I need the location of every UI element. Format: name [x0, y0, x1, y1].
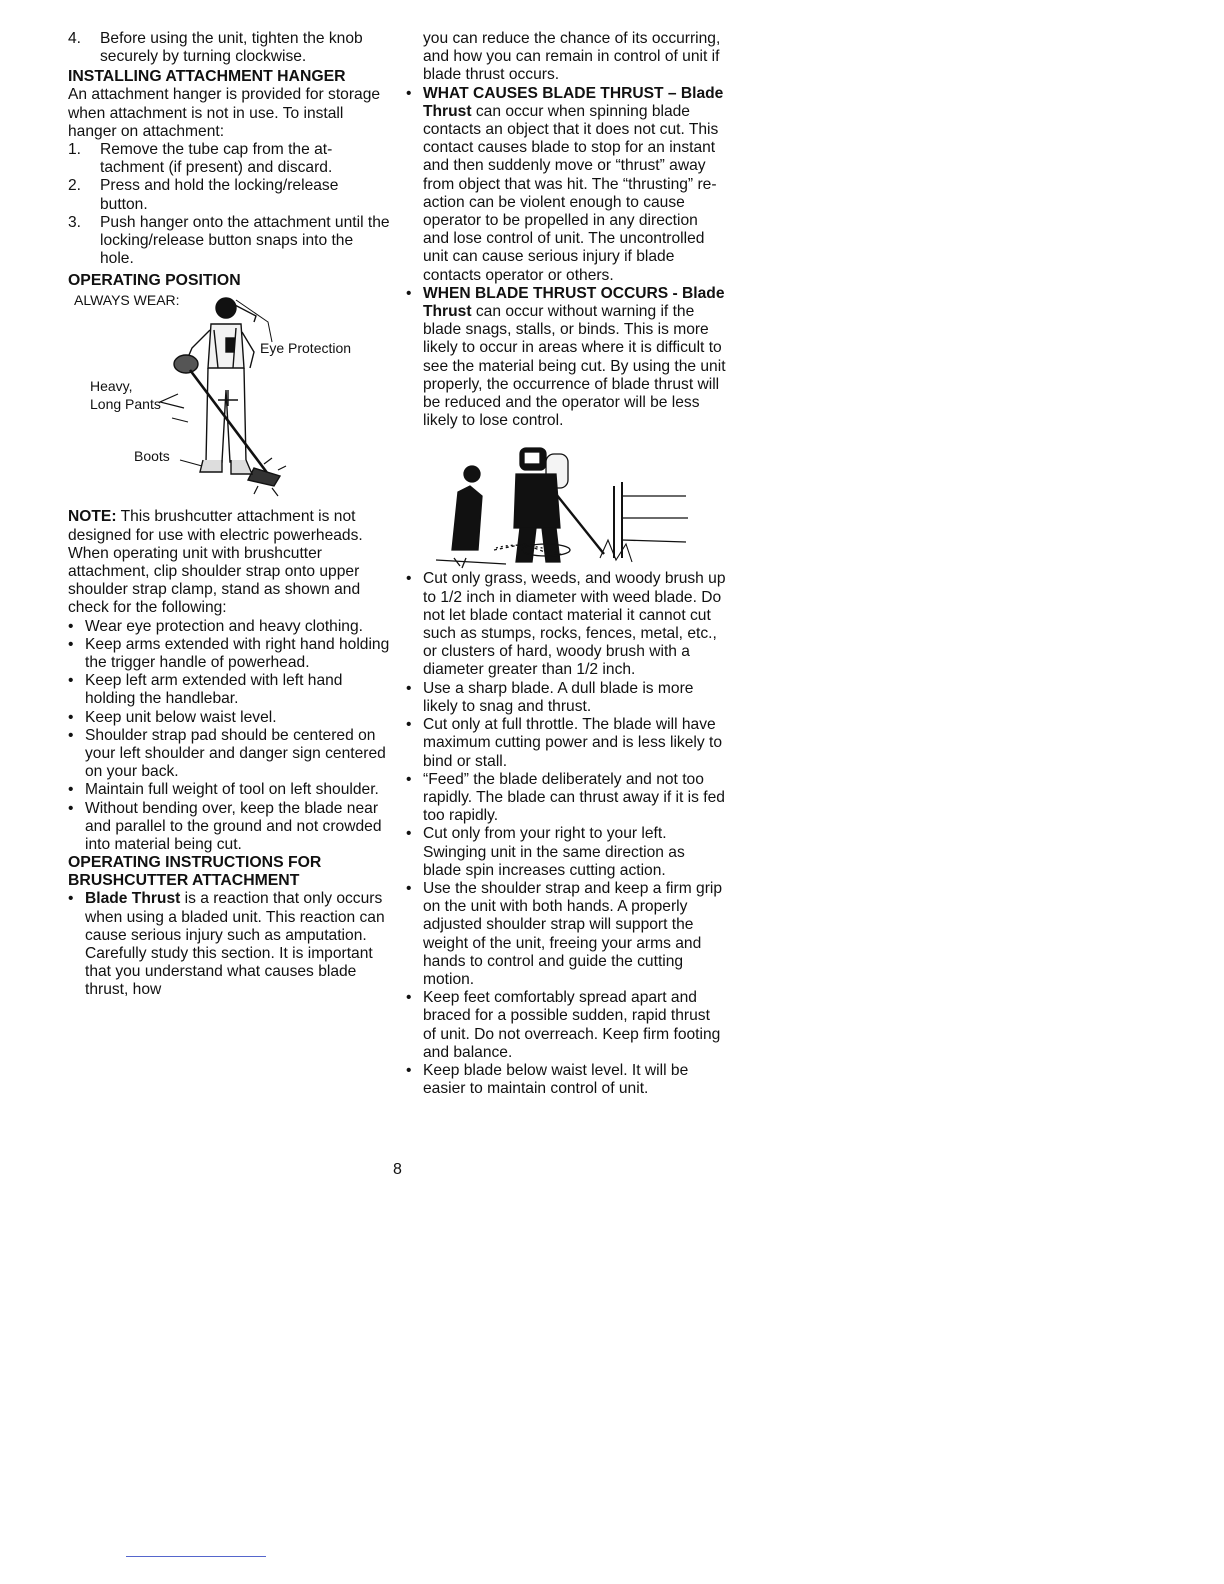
heavy-label: Heavy, — [90, 378, 133, 395]
operating-text: When operating unit with brushcutter attachment, clip shoulder strap onto upper shoulder strap clamp, stand as shown and check for the following: — [68, 544, 361, 617]
boots-label: Boots — [134, 448, 170, 465]
tip-item: • Keep feet comfortably spread apart and braced for a possible sudden, rapid thrust of unit. Do not overreach. Keep firm footing and balance. — [406, 989, 721, 1061]
head-icon — [216, 298, 236, 318]
tip-item: • Cut only from your right to your left. Swinging unit in the same direction as blade spin increases cutting action. — [406, 825, 685, 879]
long-pants-label: Long Pants — [90, 396, 161, 413]
right-column — [396, 30, 726, 1098]
checklist-item: • Keep arms extended with right hand holding the trigger handle of powerhead. — [68, 635, 390, 672]
what-causes-item: • WHAT CAUSES BLADE THRUST – Blade Thrust can occur when spinning blade contacts an object that it does not cut. This contact causes blade to stop for an instant and then suddenly move or “thrust” away from object that was hit. The “thrusting” reaction can be violent enough to cause operator to be propelled in any direction and lose control of unit. The uncontrolled unit can cause serious injury if blade contacts operator or others. — [406, 84, 724, 284]
position-heading: OPERATING POSITION — [68, 272, 241, 290]
instructions-heading: OPERATING INSTRUCTIONS FOR BRUSHCUTTER ATTACHMENT — [68, 854, 322, 890]
hanger-step-3: 3. Push hanger onto the attachment until the locking/release button snaps into the hole. — [68, 213, 390, 268]
page-number: 8 — [393, 1161, 402, 1178]
when-occurs-item: • WHEN BLADE THRUST OCCURS - Blade Thrust can occur without warning if the blade snags, stalls, or binds. This is more likely to occur in areas where it is difficult to see the material being cut. By using the unit properly, the occurrence of blade thrust will be reduced and the operator will be less likely to lose control. — [406, 284, 726, 430]
footer-rule — [126, 1556, 266, 1557]
always-wear-label: ALWAYS WEAR: — [74, 292, 180, 309]
tip-item: • Keep blade below waist level. It will be easier to maintain control of unit. — [406, 1061, 689, 1098]
tip-item: • “Feed” the blade deliberately and not too rapidly. The blade can thrust away if it is fed too rapidly. — [406, 770, 725, 825]
step-4: 4. Before using the unit, tighten the knob securely by turning clockwise. — [68, 30, 363, 66]
checklist-item: • Keep left arm extended with left hand holding the handlebar. — [68, 672, 343, 708]
tip-item: • Use a sharp blade. A dull blade is more likely to snag and thrust. — [406, 679, 694, 715]
tip-item: • Cut only at full throttle. The blade will have maximum cutting power and is less likely to bind or stall. — [406, 716, 722, 770]
hanger-intro: An attachment hanger is provided for storage when attachment is not in use. To install hanger on attachment: — [68, 86, 381, 140]
note: NOTE: This brushcutter attachment is not designed for use with electric powerheads. — [68, 508, 363, 544]
checklist-item: • Wear eye protection and heavy clothing. — [68, 617, 363, 635]
operator-illustration — [68, 290, 390, 506]
continuation-text: you can reduce the chance of its occurring, and how you can remain in control of unit if blade thrust occurs. — [423, 30, 721, 84]
operating-position-figure — [68, 290, 390, 506]
left-column — [68, 30, 390, 1000]
eye-protection-label: Eye Protection — [260, 340, 352, 357]
hanger-heading: INSTALLING ATTACHMENT HANGER — [68, 68, 346, 86]
checklist-item: • Maintain full weight of tool on left shoulder. — [68, 781, 379, 799]
checklist-item: • Shoulder strap pad should be centered on your left shoulder and danger sign centered on your back. — [68, 726, 386, 781]
blade-thrust-item: • Blade Thrust is a reaction that only occurs when using a bladed unit. This reaction can cause serious injury such as amputation. Carefully study this section. It is important that you understand what causes blade thrust, how — [68, 890, 385, 999]
checklist-item: • Without bending over, keep the blade near and parallel to the ground and not crowded into material being cut. — [68, 799, 382, 854]
checklist-item: • Keep unit below waist level. — [68, 708, 277, 726]
blade-thrust-illustration — [396, 430, 726, 570]
hanger-step-2: 2. Press and hold the locking/release button. — [68, 177, 339, 213]
tip-item: • Use the shoulder strap and keep a firm grip on the unit with both hands. A properly adjusted shoulder strap will support the weight of the unit, freeing your arms and hands to control and guide the cutting motion. — [406, 879, 723, 988]
hanger-step-1: 1. Remove the tube cap from the attachment (if present) and discard. — [68, 141, 333, 177]
tip-item: • Cut only grass, weeds, and woody brush up to 1/2 inch in diameter with weed blade. Do not let blade contact material it cannot cut such as stumps, rocks, fences, metal, etc., or clusters of hard, woody brush with a diameter greater than 1/2 inch. — [406, 570, 726, 679]
